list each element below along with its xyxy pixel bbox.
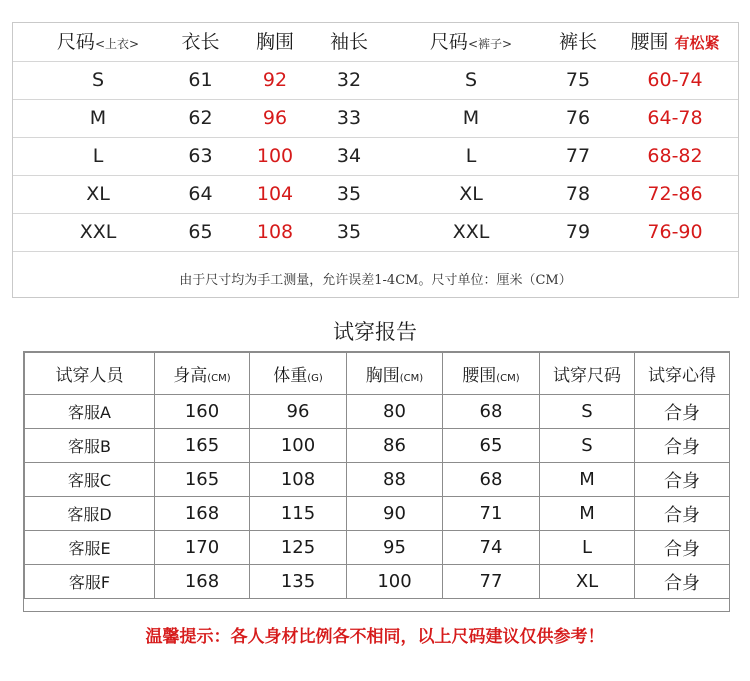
size-cell-pants-size: S — [464, 69, 478, 91]
size-cell-length: 62 — [188, 107, 213, 129]
report-cell-size: L — [540, 531, 635, 565]
header-length: 衣长 — [181, 31, 220, 53]
size-cell-top-size: M — [89, 107, 107, 129]
size-cell-chest: 92 — [262, 69, 288, 91]
report-cell-person: 客服F — [25, 565, 155, 599]
size-cell-waist: 68-82 — [647, 145, 703, 167]
report-header-cell: 试穿人员 — [25, 353, 155, 395]
report-cell-chest: 88 — [347, 463, 443, 497]
report-header-cell: 试穿心得 — [635, 353, 730, 395]
header-top-size: 尺码<上衣> — [56, 31, 140, 53]
trial-report-table — [23, 351, 730, 612]
report-row — [25, 429, 730, 463]
report-cell-chest: 80 — [347, 395, 443, 429]
report-cell-person: 客服D — [25, 497, 155, 531]
report-cell-chest: 95 — [347, 531, 443, 565]
report-cell-weight: 135 — [250, 565, 347, 599]
size-cell-chest: 108 — [256, 221, 294, 243]
report-header-unit: (CM) — [207, 373, 231, 384]
size-cell-sleeve: 35 — [336, 183, 362, 205]
size-cell-sleeve: 35 — [336, 221, 362, 243]
header-pants-size-tag: <裤子> — [467, 37, 513, 51]
size-cell-pants-size: XL — [459, 183, 483, 205]
report-row — [25, 463, 730, 497]
report-header-cell: 试穿尺码 — [540, 353, 635, 395]
report-cell-person: 客服C — [25, 463, 155, 497]
size-cell-top-size: XL — [86, 183, 110, 205]
header-waist: 腰围 有松紧 — [630, 31, 720, 53]
report-cell-height: 165 — [155, 429, 250, 463]
report-cell-weight: 96 — [250, 395, 347, 429]
report-cell-person: 客服B — [25, 429, 155, 463]
report-cell-height: 160 — [155, 395, 250, 429]
report-cell-waist: 65 — [443, 429, 540, 463]
report-cell-chest: 100 — [347, 565, 443, 599]
report-title: 试穿报告 — [333, 320, 417, 344]
size-row — [13, 99, 738, 138]
report-header-cell: 体重(G) — [250, 353, 347, 395]
size-cell-top-size: L — [92, 145, 104, 167]
report-cell-weight: 108 — [250, 463, 347, 497]
size-cell-pants-size: XXL — [452, 221, 490, 243]
size-cell-top-size: XXL — [79, 221, 117, 243]
report-cell-size: S — [540, 395, 635, 429]
header-waist-note: 有松紧 — [674, 34, 720, 52]
report-cell-feel: 合身 — [635, 395, 730, 429]
report-cell-chest: 86 — [347, 429, 443, 463]
size-cell-chest: 96 — [262, 107, 288, 129]
report-cell-chest: 90 — [347, 497, 443, 531]
size-cell-waist: 64-78 — [647, 107, 703, 129]
report-cell-height: 170 — [155, 531, 250, 565]
report-cell-weight: 115 — [250, 497, 347, 531]
size-cell-waist: 60-74 — [647, 69, 703, 91]
report-cell-person: 客服A — [25, 395, 155, 429]
size-cell-pants-length: 79 — [565, 221, 591, 243]
report-cell-waist: 68 — [443, 463, 540, 497]
report-cell-waist: 68 — [443, 395, 540, 429]
report-cell-person: 客服E — [25, 531, 155, 565]
size-cell-length: 65 — [188, 221, 213, 243]
report-cell-waist: 77 — [443, 565, 540, 599]
report-cell-feel: 合身 — [635, 497, 730, 531]
size-chart-header — [13, 23, 738, 62]
report-header-cell: 身高(CM) — [155, 353, 250, 395]
size-cell-length: 64 — [188, 183, 213, 205]
size-cell-chest: 104 — [256, 183, 294, 205]
size-cell-sleeve: 32 — [336, 69, 362, 91]
size-cell-top-size: S — [91, 69, 105, 91]
size-cell-sleeve: 33 — [336, 107, 362, 129]
size-cell-length: 63 — [188, 145, 213, 167]
size-chart — [12, 22, 739, 298]
header-pants-length: 裤长 — [558, 31, 597, 53]
report-cell-feel: 合身 — [635, 565, 730, 599]
size-cell-pants-size: M — [462, 107, 480, 129]
size-row — [13, 213, 738, 252]
size-cell-waist: 76-90 — [647, 221, 703, 243]
header-top-size-tag: <上衣> — [94, 37, 140, 51]
report-cell-height: 165 — [155, 463, 250, 497]
report-cell-waist: 71 — [443, 497, 540, 531]
size-row — [13, 137, 738, 176]
report-header-unit: (CM) — [399, 373, 424, 384]
size-cell-pants-length: 77 — [565, 145, 591, 167]
report-row — [25, 565, 730, 599]
report-cell-size: S — [540, 429, 635, 463]
report-header-row — [25, 353, 730, 395]
size-cell-waist: 72-86 — [647, 183, 703, 205]
report-cell-weight: 100 — [250, 429, 347, 463]
report-row — [25, 497, 730, 531]
size-cell-pants-length: 78 — [565, 183, 591, 205]
size-cell-length: 61 — [188, 69, 213, 91]
report-cell-size: XL — [540, 565, 635, 599]
report-row — [25, 531, 730, 565]
report-cell-size: M — [540, 497, 635, 531]
warm-tip: 温馨提示：各人身材比例各不相同，以上尺码建议仅供参考！ — [145, 627, 605, 647]
header-pants-size: 尺码<裤子> — [429, 31, 513, 53]
report-cell-feel: 合身 — [635, 429, 730, 463]
size-cell-pants-size: L — [465, 145, 477, 167]
size-cell-sleeve: 34 — [336, 145, 362, 167]
size-chart-note: 由于尺寸均为手工测量，允许误差1-4CM。尺寸单位：厘米（CM） — [179, 273, 572, 288]
report-header-unit: (G) — [307, 373, 323, 384]
size-cell-chest: 100 — [256, 145, 294, 167]
report-cell-feel: 合身 — [635, 463, 730, 497]
report-cell-feel: 合身 — [635, 531, 730, 565]
report-header-cell: 腰围(CM) — [443, 353, 540, 395]
report-cell-waist: 74 — [443, 531, 540, 565]
size-row — [13, 175, 738, 214]
report-cell-weight: 125 — [250, 531, 347, 565]
header-sleeve: 袖长 — [329, 31, 368, 53]
report-header-unit: (CM) — [496, 373, 520, 384]
header-chest: 胸围 — [255, 31, 294, 53]
report-cell-height: 168 — [155, 497, 250, 531]
report-cell-size: M — [540, 463, 635, 497]
size-row — [13, 61, 738, 100]
report-header-cell: 胸围(CM) — [347, 353, 443, 395]
size-cell-pants-length: 76 — [565, 107, 591, 129]
report-cell-height: 168 — [155, 565, 250, 599]
size-cell-pants-length: 75 — [565, 69, 591, 91]
report-row — [25, 395, 730, 429]
